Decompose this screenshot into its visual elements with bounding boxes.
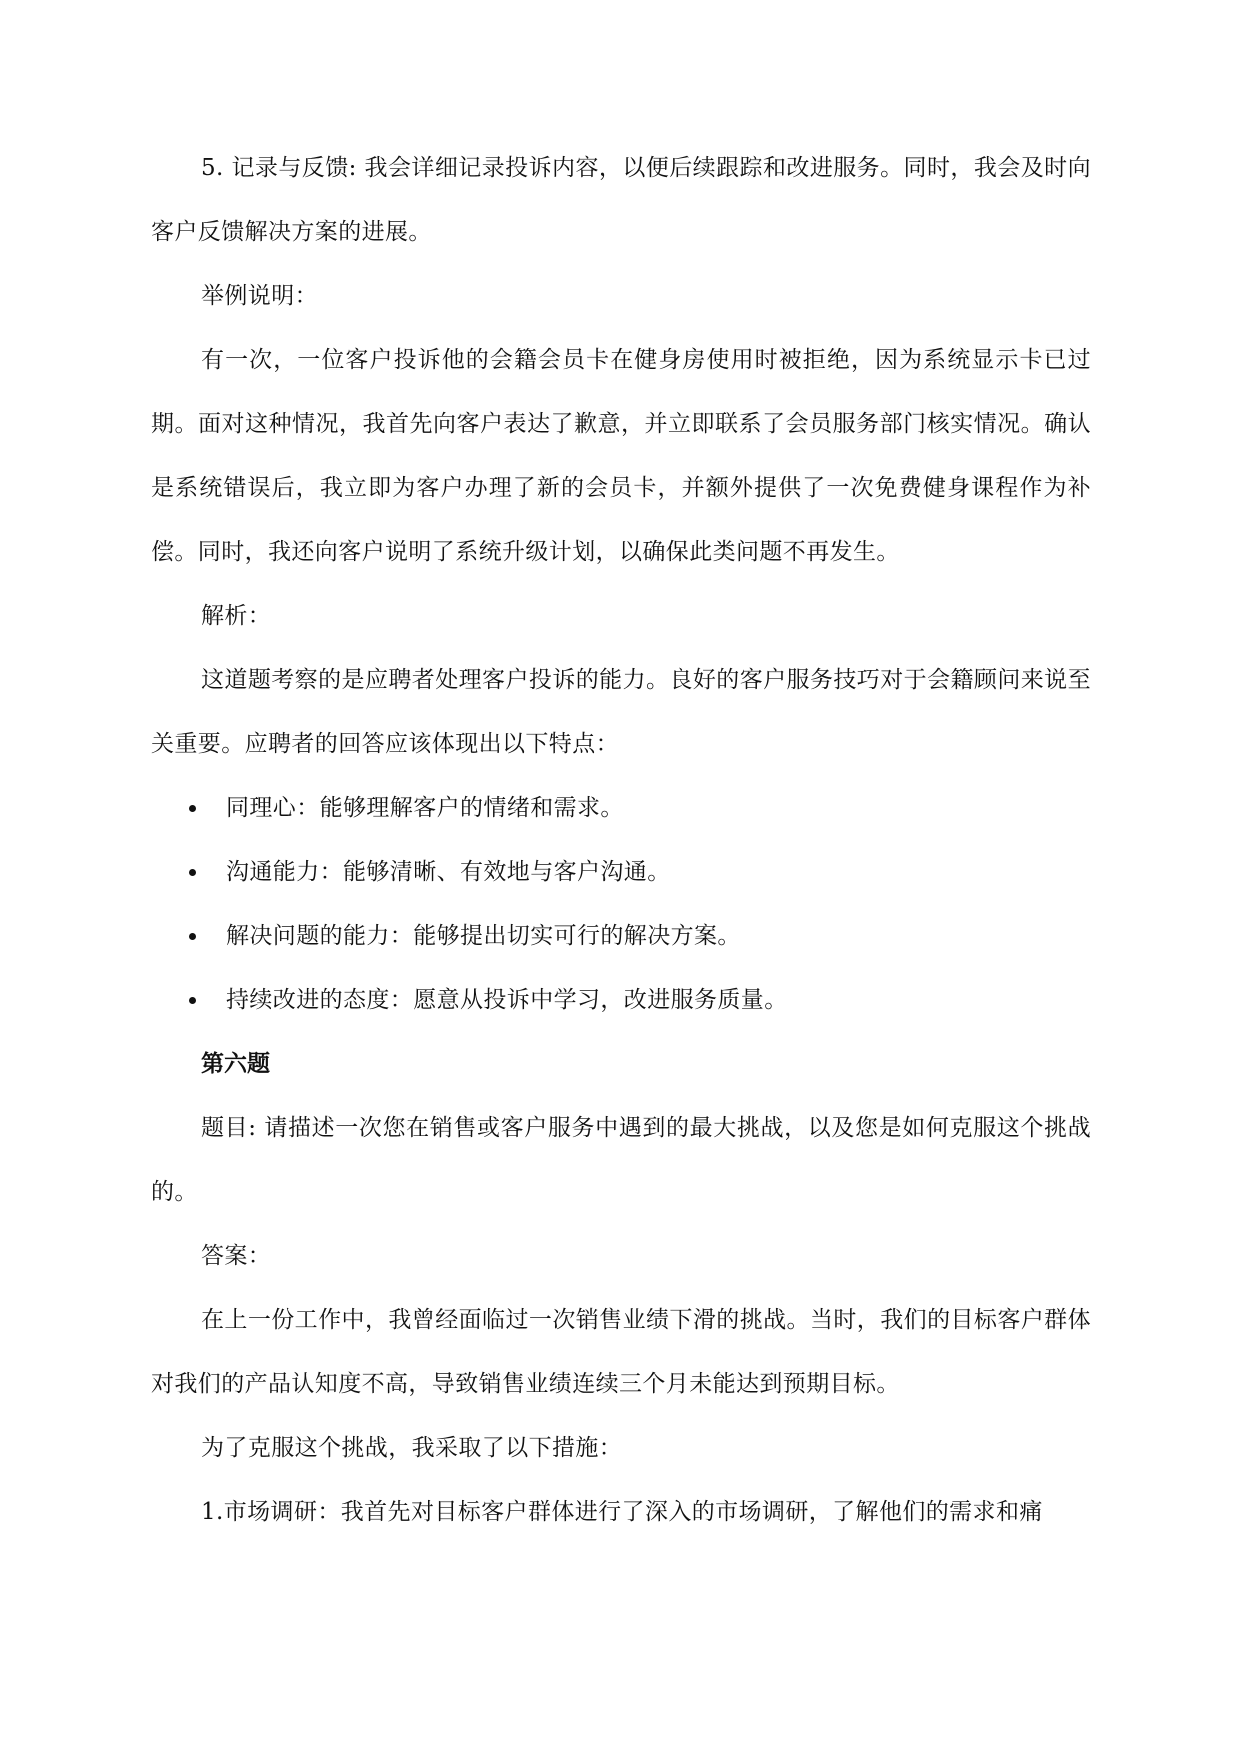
paragraph-analysis-label: 解析： [201,603,272,629]
paragraph-measures-intro: 为了克服这个挑战，我采取了以下措施： [201,1435,623,1461]
paragraph-record-feedback: 5. 记录与反馈: 我会详细记录投诉内容，以便后续跟踪和改进服务。同时，我会及时向客户反馈解决方案的进展。 [151,155,1091,245]
section-heading-question-six: 第六题 [201,1051,270,1077]
bullet-text: 持续改进的态度：愿意从投诉中学习，改进服务质量。 [226,987,788,1013]
bullet-item-problem-solving [151,904,1091,968]
paragraph-example-story: 有一次，一位客户投诉他的会籍会员卡在健身房使用时被拒绝，因为系统显示卡已过期。面对这种情况，我首先向客户表达了歉意，并立即联系了会员服务部门核实情况。确认是系统错误后，我立即为客户办理了新的会员卡，并额外提供了一次免费健身课程作为补偿。同时，我还向客户说明了系统升级计划，以确保此类问题不再发生。 [151,347,1091,565]
bullet-item-improvement [151,968,1091,1032]
bullet-item-communication [151,840,1091,904]
paragraph-market-research: 1.市场调研：我首先对目标客户群体进行了深入的市场调研，了解他们的需求和痛 [201,1499,1043,1525]
bullet-dot-icon [189,869,196,876]
paragraph-answer-story: 在上一份工作中，我曾经面临过一次销售业绩下滑的挑战。当时，我们的目标客户群体对我们的产品认知度不高，导致销售业绩连续三个月未能达到预期目标。 [151,1307,1091,1397]
bullet-dot-icon [189,933,196,940]
bullet-item-empathy [151,776,1091,840]
paragraph-example-label: 举例说明： [201,283,318,309]
bullet-text: 解决问题的能力：能够提出切实可行的解决方案。 [226,923,741,949]
bullet-text: 沟通能力：能够清晰、有效地与客户沟通。 [226,859,671,885]
bullet-dot-icon [189,805,196,812]
paragraph-analysis-text: 这道题考察的是应聘者处理客户投诉的能力。良好的客户服务技巧对于会籍顾问来说至关重要。应聘者的回答应该体现出以下特点： [151,667,1091,757]
bullet-text: 同理心：能够理解客户的情绪和需求。 [226,795,624,821]
document-body [151,136,1091,1544]
paragraph-answer-label: 答案： [201,1243,272,1269]
paragraph-question: 题目: 请描述一次您在销售或客户服务中遇到的最大挑战，以及您是如何克服这个挑战的。 [151,1115,1091,1205]
traits-bullet-list [151,776,1091,1032]
bullet-dot-icon [189,997,196,1004]
